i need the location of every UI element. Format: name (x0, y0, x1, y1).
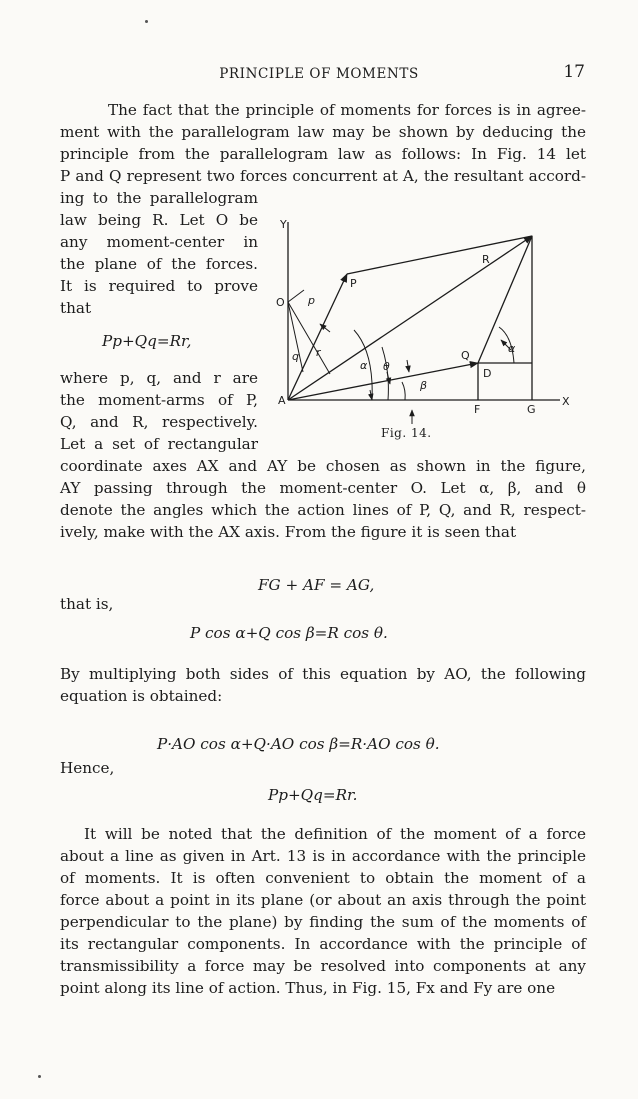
paragraph-line: the moment-arms of P, (60, 391, 258, 409)
paragraph-line: point along its line of action. Thus, in Fig. 15, Fx and Fy are one (60, 979, 556, 997)
paragraph-line: P and Q represent two forces concurrent at A, the resultant accord- (60, 167, 586, 185)
force-p-line (288, 274, 347, 400)
paragraph-line: The fact that the principle of moments for forces is in agree- (108, 101, 586, 119)
label-f: F (474, 403, 481, 416)
paragraph-line: It is required to prove (60, 277, 258, 295)
paragraph-line: ing to the parallelogram (60, 189, 258, 207)
label-y: Y (280, 218, 287, 231)
paragraph-line: ively, make with the AX axis. From the figure it is seen that (60, 523, 517, 541)
paragraph-line: AY passing through the moment-center O. Let α, β, and θ (60, 479, 586, 497)
equation-result: Pp+Qq=Rr. (268, 786, 358, 804)
label-p: P (350, 277, 357, 290)
arm-p (288, 290, 304, 302)
paragraph-line: force about a point in its plane (or about an axis through the point (60, 891, 586, 909)
running-title: PRINCIPLE OF MOMENTS (219, 66, 419, 82)
paragraph-line: law being R. Let O be (60, 211, 258, 229)
paragraph-line: denote the angles which the action lines of P, Q, and R, respect- (60, 501, 586, 519)
paragraph-line: any moment-center in (60, 233, 258, 251)
paragraph-line: transmissibility a force may be resolved into components at any (60, 957, 586, 975)
label-q: Q (461, 349, 470, 362)
paragraph-line: its rectangular components. In accordance with the principle of (60, 935, 586, 953)
arm-r (288, 302, 330, 374)
figure-14 (264, 212, 594, 452)
hence-label: Hence, (60, 759, 115, 777)
label-a: A (278, 394, 286, 407)
label-d: D (483, 367, 492, 380)
speck-mark (145, 20, 148, 23)
paragraph-line: Q, and R, respectively. (60, 413, 258, 431)
paragraph-line: coordinate axes AX and AY be chosen as shown in the figure, (60, 457, 586, 475)
paragraph-line: principle from the parallelogram law as follows: In Fig. 14 let (60, 145, 586, 163)
label-theta: θ (383, 360, 390, 373)
label-r: R (482, 253, 490, 266)
paragraph-line: that (60, 299, 92, 317)
paragraph-line: By multiplying both sides of this equation by AO, the following (60, 665, 586, 683)
label-r-arm: r (316, 346, 321, 359)
that-is-label: that is, (60, 595, 114, 613)
equation-moments: Pp+Qq=Rr, (102, 332, 192, 350)
equation-ao: P·AO cos α+Q·AO cos β=R·AO cos θ. (157, 735, 440, 753)
page-number: 17 (563, 62, 585, 82)
figure-caption: Fig. 14. (381, 426, 432, 440)
arc-beta (402, 382, 405, 400)
paragraph-line: where p, q, and r are (60, 369, 258, 387)
page-header (0, 62, 638, 88)
label-alpha: α (360, 359, 368, 372)
paragraph-line: the plane of the forces. (60, 255, 258, 273)
paragraph-line: of moments. It is often convenient to obtain the moment of a (60, 869, 586, 887)
parallelogram-diagram (264, 212, 594, 452)
label-beta: β (420, 379, 428, 392)
equation-cos: P cos α+Q cos β=R cos θ. (190, 624, 388, 642)
paragraph-line: It will be noted that the definition of the moment of a force (84, 825, 586, 843)
speck-mark (38, 1075, 41, 1078)
paragraph-line: about a line as given in Art. 13 is in accordance with the principle (60, 847, 586, 865)
paragraph-line: Let a set of rectangular (60, 435, 258, 453)
paragraph-line: perpendicular to the plane) by finding the sum of the moments of (60, 913, 586, 931)
label-o: O (276, 296, 285, 309)
label-p-arm: p (308, 294, 315, 307)
label-x: X (562, 395, 570, 408)
label-g: G (527, 403, 536, 416)
equation-fg-af-ag: FG + AF = AG, (258, 576, 375, 594)
label-alpha-2: α (508, 342, 516, 355)
paragraph-line: equation is obtained: (60, 687, 223, 705)
small-arrow (407, 360, 409, 372)
paragraph-line: ment with the parallelogram law may be shown by deducing the (60, 123, 586, 141)
label-q-arm: q (292, 350, 299, 363)
